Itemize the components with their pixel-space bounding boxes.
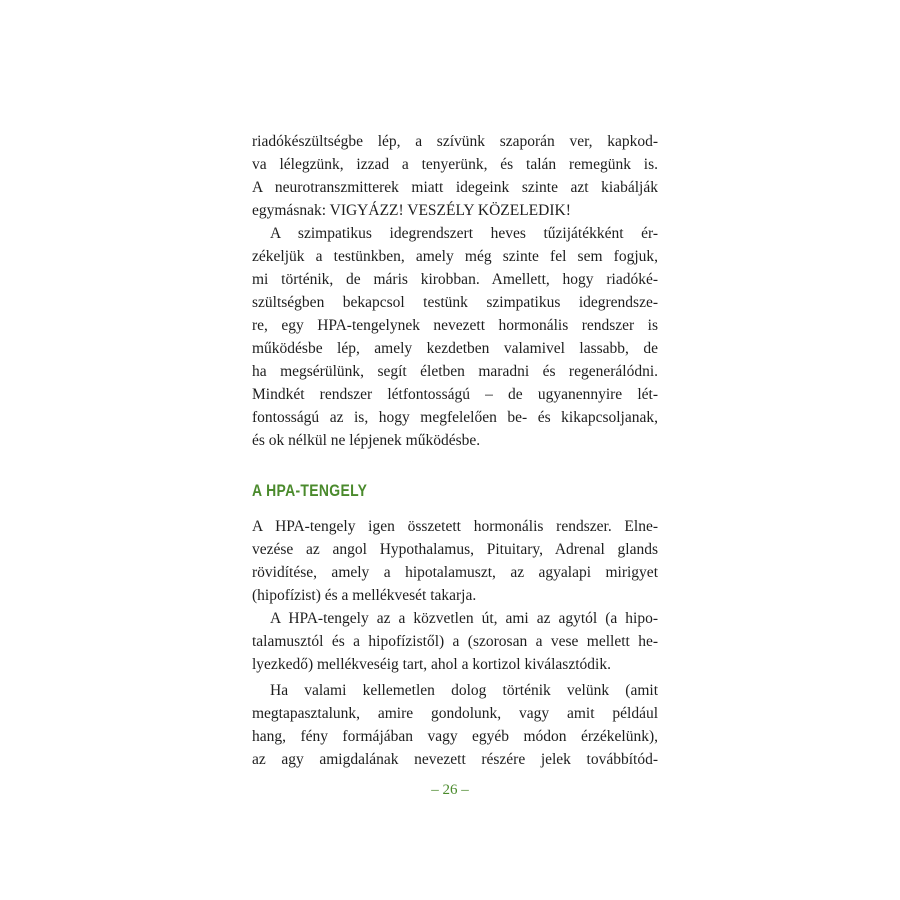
- text-line: megtapasztalunk, amire gondolunk, vagy amit például: [252, 705, 658, 722]
- text-line: (hipofízist) és a mellékvesét takarja.: [252, 587, 477, 604]
- paragraph: [252, 515, 658, 607]
- page-number: – 26 –: [431, 782, 469, 798]
- text-line: va lélegzünk, izzad a tenyerünk, és talán remegünk is.: [252, 156, 658, 173]
- text-line: talamusztól és a hipofízistől) a (szorosan a vese mellett he-: [252, 633, 658, 650]
- text-line: és ok nélkül ne lépjenek működésbe.: [252, 432, 481, 449]
- text-line: szültségben bekapcsol testünk szimpatikus idegrendsze-: [252, 294, 658, 311]
- text-line: Ha valami kellemetlen dolog történik velünk (amit: [270, 682, 658, 699]
- text-line: re, egy HPA-tengelynek nevezett hormonális rendszer is: [252, 317, 658, 334]
- paragraph: [252, 679, 658, 771]
- text-line: A HPA-tengely az a közvetlen út, ami az agytól (a hipo-: [270, 610, 658, 627]
- text-line: fontosságú az is, hogy megfelelően be- és kikapcsoljanak,: [252, 409, 658, 426]
- text-line: hang, fény formájában vagy egyéb módon érzékelünk),: [252, 728, 658, 745]
- text-line: A HPA-tengely igen összetett hormonális rendszer. Elne-: [252, 518, 658, 535]
- text-line: mi történik, de máris kirobban. Amellett, hogy riadóké-: [252, 271, 658, 288]
- paragraph: [252, 607, 658, 676]
- text-line: ha megsérülünk, segít életben maradni és regenerálódni.: [252, 363, 658, 380]
- text-line: rövidítése, amely a hipotalamuszt, az agyalapi mirigyet: [252, 564, 658, 581]
- text-block-top: [252, 130, 658, 452]
- text-line: egymásnak: VIGYÁZZ! VESZÉLY KÖZELEDIK!: [252, 202, 571, 219]
- paragraph: [252, 222, 658, 452]
- text-line: lyezkedő) mellékveséig tart, ahol a kortizol kiválasztódik.: [252, 656, 611, 673]
- text-line: zékeljük a testünkben, amely még szinte fel sem fogjuk,: [252, 248, 658, 265]
- text-line: vezése az angol Hypothalamus, Pituitary, Adrenal glands: [252, 541, 658, 558]
- text-line: Mindkét rendszer létfontosságú – de ugyanennyire lét-: [252, 386, 658, 403]
- text-line: riadókészültségbe lép, a szívünk szaporán ver, kapkod-: [252, 133, 658, 150]
- section-heading: A HPA-TENGELY: [252, 481, 368, 500]
- paragraph-continuation: [252, 130, 658, 222]
- text-line: A szimpatikus idegrendszert heves tűzijátékként ér-: [270, 225, 658, 242]
- text-line: az agy amigdalának nevezett részére jelek továbbítód-: [252, 751, 658, 768]
- text-block-bottom: [252, 515, 658, 771]
- text-line: A neurotranszmitterek miatt idegeink szinte azt kiabálják: [252, 179, 658, 196]
- text-line: működésbe lép, amely kezdetben valamivel lassabb, de: [252, 340, 658, 357]
